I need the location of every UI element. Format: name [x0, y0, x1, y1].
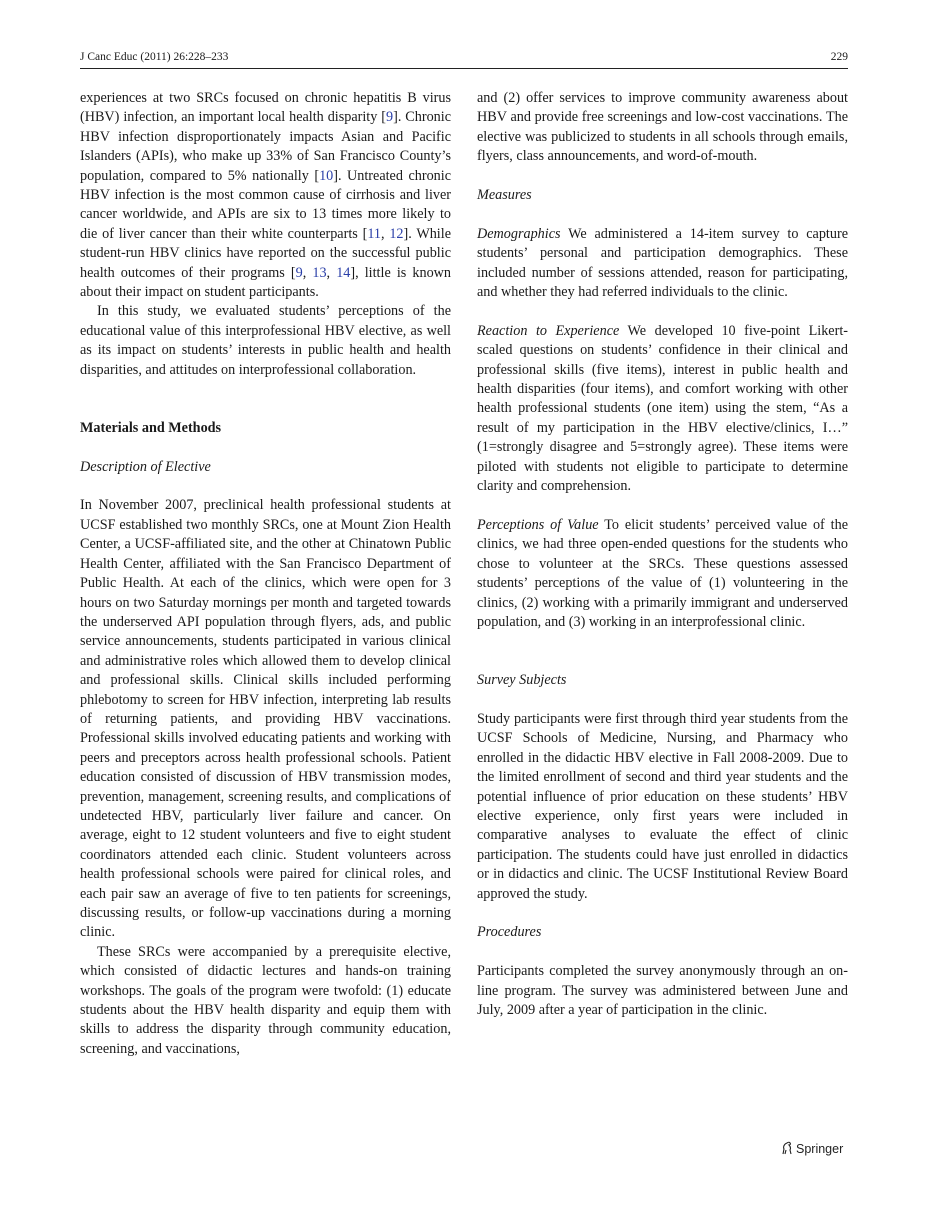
subsection-heading-subjects: Survey Subjects	[477, 672, 567, 689]
text-run: To elicit students’ perceived value of the clinics, we had three open-ended questions for the students who chose to volunteer at the SRCs. These questions assessed students’ perceptions of the value of (1) volunteering in the clinics, (2) working with a primarily immigrant and underserved population, and (3) working in an interprofessional clinic.	[477, 516, 848, 630]
publisher-name: Springer	[796, 1142, 844, 1156]
text-run: ,	[302, 264, 313, 281]
subsection-heading-elective: Description of Elective	[80, 458, 211, 475]
citation-link[interactable]: 10	[319, 167, 334, 184]
left-column	[80, 89, 451, 1059]
elective-description-paragraph: In November 2007, preclinical health professional students at UCSF established two monthly SRCs, one at Mount Zion Health Center, a UCSF-affiliated site, and the other at Chinatown Public Health Center, affiliated with the San Francisco Department of Public Health. At each of the clinics, which were open for 3 hours on two Saturday mornings per month and targeted towards the underserved API population through flyers, ads, and public service announcements, students participated in various clinical and administrative roles which allowed them to develop clinical and professional skills. Clinical skills included performing phlebotomy to screen for HBV infection, interpreting lab results of returning patients, and providing HBV vaccinations. Professional skills involved educating patients and working with peers and preceptors across health professional schools. Patient education consisted of discussion of HBV transmission modes, prevention, management, screening results, and complications of undetected HBV, particularly liver failure and cancer. On average, eight to 12 student volunteers and five to eight student coordinators attended each clinic. Student volunteers across health professional schools were paired for clinical roles, and each pair saw an average of five to ten patients for screenings, discussing results, or follow-up vaccinations during a morning clinic.	[80, 497, 451, 941]
running-header	[80, 51, 848, 67]
text-run: ]. Untreated chronic HBV infection is the most common cause of cirrhosis and liver cancer worldwide, and APIs are six to 13 times more likely to die of liver cancer than their white counterparts [	[80, 167, 451, 242]
citation-link[interactable]: 9	[295, 264, 303, 281]
header-rule	[80, 68, 848, 69]
text-run: experiences at two SRCs focused on chronic hepatitis B virus (HBV) infection, an important local health disparity [	[80, 90, 451, 126]
text-run: ], little is known about their impact on student participants.	[80, 264, 452, 301]
citation-link[interactable]: 11	[367, 225, 381, 242]
publisher-logo	[780, 1141, 843, 1156]
demographics-paragraph	[477, 225, 848, 303]
runin-heading-demographics: Demographics	[477, 225, 561, 242]
journal-citation: J Canc Educ (2011) 26:228–233	[80, 51, 229, 63]
text-run: ,	[326, 264, 337, 281]
runin-heading-perceptions: Perceptions of Value	[477, 516, 599, 533]
reaction-paragraph	[477, 322, 848, 497]
text-run: ]. Chronic HBV infection disproportionately impacts Asian and Pacific Islanders (APIs), who make up 33% of San Francisco County’s population, compared to 5% nationally [	[80, 109, 451, 184]
text-run: ]. While student-run HBV clinics have reported on the successful public health outcomes of their programs [	[80, 225, 451, 281]
text-run: We administered a 14-item survey to capture students’ personal and participation demographics. These included number of sessions attended, reason for participating, and whether they had referred individuals to the clinic.	[477, 225, 848, 301]
text-run: We developed 10 five-point Likert-scaled questions on students’ confidence in their clinical and professional skills (five items), interest in public health and health disparities (four items), and comfort working with other health professional students (one item) using the stem, “As a result of my participation in the HBV elective/clinics, I…” (1=strongly disagree and 5=strongly agree). These items were piloted with students not eligible to participate to determine clarity and comprehension.	[477, 322, 848, 495]
intro-paragraph-continued	[80, 89, 451, 302]
procedures-paragraph: Participants completed the survey anonymously through an on-line program. The survey was administered between June and July, 2009 after a year of participation in the clinic.	[477, 963, 848, 1018]
citation-link[interactable]: 9	[386, 109, 394, 126]
citation-link[interactable]: 13	[312, 264, 327, 281]
page-number: 229	[830, 51, 848, 63]
citation-link[interactable]: 12	[389, 225, 404, 242]
text-run: ,	[380, 225, 390, 242]
subsection-heading-procedures: Procedures	[477, 924, 542, 941]
springer-horse-icon	[780, 1141, 794, 1155]
perceptions-paragraph	[477, 516, 848, 632]
runin-heading-reaction: Reaction to Experience	[477, 322, 620, 339]
right-column	[477, 89, 848, 1020]
subsection-heading-measures: Measures	[477, 187, 532, 204]
goals-paragraph-continued: and (2) offer services to improve community awareness about HBV and provide free screenings and low-cost vaccinations. The elective was publicized to students in all schools through emails, flyers, class announcements, and word-of-mouth.	[477, 90, 848, 165]
study-aim-paragraph: In this study, we evaluated students’ perceptions of the educational value of this interprofessional HBV elective, as well as its impact on students’ interests in public health and health disparities, and attitudes on interprofessional collaboration.	[80, 303, 451, 378]
section-heading-methods: Materials and Methods	[80, 419, 222, 436]
citation-link[interactable]: 14	[336, 264, 351, 281]
survey-subjects-paragraph: Study participants were first through third year students from the UCSF Schools of Medicine, Nursing, and Pharmacy who enrolled in the didactic HBV elective in Fall 2008-2009. Due to the limited enrollment of second and third year students and the potential influence of prior education on these students’ HBV elective experience, only first years were included in comparative analyses to evaluate the effect of clinic participation. The students could have just enrolled in didactics or in didactics and clinic. The UCSF Institutional Review Board approved the study.	[477, 710, 848, 902]
prerequisite-elective-paragraph: These SRCs were accompanied by a prerequisite elective, which consisted of didactic lectures and hands-on training workshops. The goals of the program were twofold: (1) educate students about the HBV health disparity and equip them with skills to address the disparity through community education, screening, and vaccinations,	[80, 943, 451, 1057]
